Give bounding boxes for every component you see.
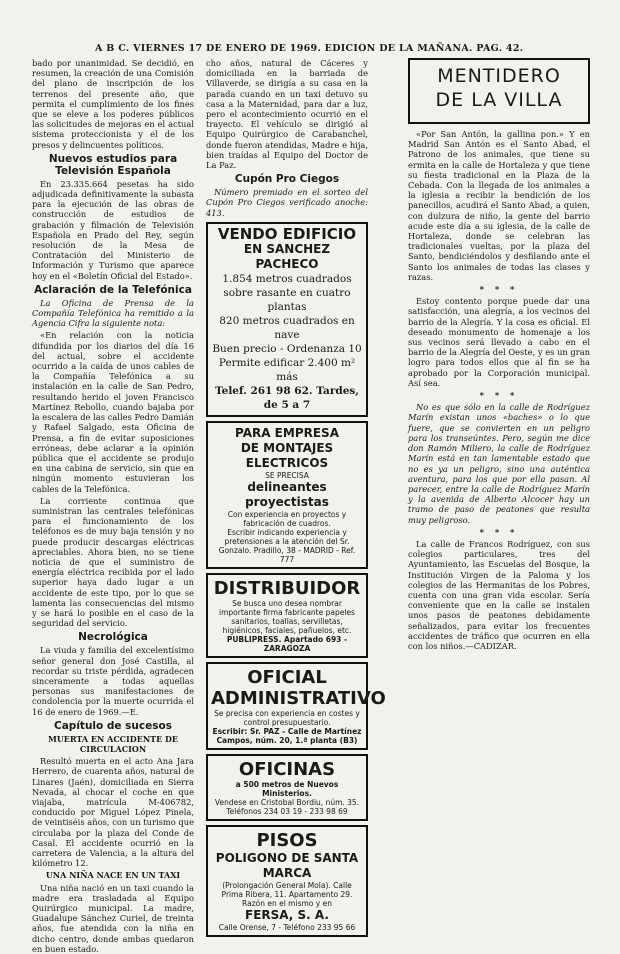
ad5-body: Vendese en Cristobal Bordiu, núm. 35. Teléfonos 234 03 19 - 233 98 69: [214, 797, 360, 816]
ad5-title: OFICINAS: [238, 758, 336, 780]
telefonica-sub: La Oficina de Prensa de la Compañía Telefónica ha remitido a la Agencia Cifra la siguiente nota:: [32, 297, 194, 329]
ad1-line-1: 1.854 metros cuadrados sobre rasante en cuatro plantas: [222, 272, 352, 313]
ad-oficinas: [206, 754, 368, 821]
ad-distribuidor: [206, 573, 368, 658]
ad-pisos: [206, 825, 368, 937]
ad-montajes-electricos: [206, 421, 368, 569]
intro-paragraph: bado por unanimidad. Se decidió, en resumen, la creación de una Comisión del plano de inscripción de los terrenos del presente año, que permita el cumplimiento de los fines que se eleve a los poderes públicos las solicitudes de mejoras en el actual sistema proteccionista y el de los presos y delincuentes políticos.: [32, 58, 194, 150]
ad-vendo-edificio: [206, 222, 368, 417]
sucesos-subhead: MUERTA EN ACCIDENTE DE CIRCULACION: [47, 733, 179, 754]
ad1-line-2: 820 metros cuadrados en nave: [219, 314, 355, 341]
ad1-line-5: Telef. 261 98 62. Tardes, de 5 a 7: [215, 384, 359, 411]
ad1-line-3: Buen precio - Ordenanza 10: [212, 342, 362, 355]
ad2-contact: Escribir indicando experiencia y pretensiones a la atención del Sr. Gonzalo. Pradillo, 38 - MADRID - Ref. 777: [218, 527, 356, 564]
ad1-line-4: Permite edificar 2.400 m² más: [218, 356, 356, 383]
ad2-title-3: delineantes proyectistas: [245, 479, 329, 509]
sucesos-headline: Capítulo de sucesos: [54, 719, 172, 732]
ad4-title-1: OFICIAL: [247, 666, 327, 688]
separator-stars-1: * * *: [479, 284, 519, 295]
ad2-body: Con experiencia en proyectos y fabricación de cuadros.: [227, 509, 347, 528]
col3-paragraph-3: No es que sólo en la calle de Rodríguez Marín existan unos «baches» o lo que fuere, que se convierten en un peligro para los transeúntes. Pero, según me dice don Ramón Miliero, la calle de Rodríguez Marín está en tan lamentable estado que no es ya un peligro, sino una auténtica aventura, para los que por ella pasan. Al parecer, entre la calle de Rodríguez Marín y la avenida de Alberto Alcocer hay un tramo de paso de peatones que resulta muy peligroso.: [408, 402, 590, 525]
telefonica-headline: Aclaración de la Telefónica: [34, 283, 192, 296]
col2-top-paragraph: cho años, natural de Cáceres y domiciliada en la barriada de Villaverde, se dirigía a su casa en la parada cuando en un taxi detuvo su casa a la Maternidad, para dar a luz, pero el acontecimiento ocurrió en el trayecto. El vehículo se dirigió al Equipo Quirúrgico de Carabanchel, donde fueron atendidas, Madre e hija, bien traídas al Equipo del Doctor de La Paz.: [206, 58, 368, 171]
ad4-title-2: ADMINISTRATIVO: [211, 687, 386, 709]
ad4-body: Se precisa con experiencia en costes y control presupuestario.: [214, 708, 360, 727]
ad1-title-2: EN SANCHEZ PACHECO: [243, 241, 331, 271]
ad3-title: DISTRIBUIDOR: [213, 577, 361, 599]
ad-oficial-administrativo: [206, 662, 386, 750]
column-2: [206, 58, 386, 932]
column-1: [32, 58, 194, 954]
ad2-title-2: DE MONTAJES ELECTRICOS: [240, 440, 334, 470]
ad6-sub: POLIGONO DE SANTA MARCA: [215, 850, 359, 880]
ciegos-headline: Cupón Pro Ciegos: [234, 173, 340, 186]
column-3: [408, 58, 590, 848]
tv-body: En 23.335.664 pesetas ha sido adjudicada definitivamente la subasta para la ejecución de las obras de construcción de estudios de grabación y filmación de Televisión Española en Prado del Rey, según resolución de la Mesa de Contratación del Ministerio de Información y Turismo que aparece hoy en el «Boletín Oficial del Estado».: [32, 178, 194, 281]
mentidero-title-1: MENTIDERO: [437, 65, 561, 87]
mentidero-title-2: DE LA VILLA: [435, 89, 563, 111]
ad6-body: (Prolongación General Mola). Calle Prima Ribera, 11. Apartamento 29. Razón en el mismo y en: [221, 880, 353, 908]
sucesos-body: Resultó muerta en el acto Ana Jara Herrero, de cuarenta años, natural de Linares (Jaén), domiciliada en Sierra Nevada, al chocar el coche en que viajaba, matrícula M-406782, conducido por Miguel López Pinela, de veintiséis años, con un turismo que circulaba por la plaza del Conde de Casal. El accidente ocurrió en la carretera de Valencia, a la altura del kilómetro 12.: [32, 756, 194, 869]
necrologica-body: La viuda y familia del excelentísimo señor general don José Castilla, al recordar su triste pérdida, agradecen sinceramente a todas aquellas personas sus manifestaciones de condolencia por la muerte ocurrida el 16 de enero de 1969.—E.: [32, 645, 194, 717]
col3-paragraph-4: La calle de Francos Rodríguez, con sus colegios particulares, tres del Ayuntamiento, las Escuelas del Bosque, la Institución Virgen de la Paloma y los colegios de las Hermanitas de los Pobres, cuenta con una gran vida escolar. Sería conveniente que en la calle se instalen unos pasos de peatones debidamente señalizados, para evitar los frecuentes accidentes de tráfico que ocurren en ella con los niños.—CADIZAR.: [408, 538, 590, 651]
page-header: A B C. VIERNES 17 DE ENERO DE 1969. EDICION DE LA MAÑANA. PAG. 42.: [95, 43, 524, 54]
ad4-contact: Escribir: Sr. PAZ - Calle de Martínez Campos, núm. 20, 1.ª planta (B3): [212, 726, 362, 745]
tv-headline: Nuevos estudios para Televisión Española: [48, 152, 178, 177]
ad1-title-1: VENDO EDIFICIO: [217, 224, 357, 243]
mentidero-masthead: [408, 58, 590, 124]
ad3-body: Se busca uno desea nombrar importante firma fabricante papeles sanitarios, toallas, servilletas, higiénicos, faciales, pañuelos, etc.: [219, 598, 355, 635]
nino-subhead: UNA NIÑA NACE EN UN TAXI: [45, 870, 181, 881]
ad2-sub: SE PRECISA: [265, 470, 309, 480]
separator-stars-2: * * *: [479, 390, 519, 401]
telefonica-body-2: La corriente continua que suministran las centrales telefónicas para el funcionamiento de los teléfonos es de muy baja tensión y no puede producir descargas eléctricas apreciables. Ahora bien, no se tiene noticia de que el suministro de energía eléctrica recibida por el lado superior haya dado lugar a un accidente de este tipo, por lo que se lamenta las consecuencias del mismo y se hará lo posible en el caso de la seguridad del servicio.: [32, 495, 194, 629]
telefonica-body-1: «En relación con la noticia difundida por los diarios del día 16 del actual, sobre el accidente ocurrido a la caída de unos cables de la Compañía Telefónica a su instalación en la calle de San Pedro, resultando herido el joven Francisco Martínez Rebollo, cuando bajaba por la escalera de las calles Pedro Damián y Rafael Salgado, esta Oficina de Prensa, a fin de evitar suposiciones erróneas, debe aclarar a la opinión pública que el accidente se produjo en una cabina de servicio, sin que en ningún momento estuvieran los cables de la Telefónica.: [32, 330, 194, 494]
col3-paragraph-1: «Por San Antón, la gallina pon.» Y en Madrid San Antón es el Santo Abad, el Patrono de los animales, que tiene su ermita en la calle de Hortaleza y que tiene su fiesta tradicional en la Plaza de la Cebada. Con la llegada de los animales a la iglesia a recibir la bendición de los panecillos, acudirá el Santo Abad, a quien, con dulzura de niño, la gente del barrio acude este día a su iglesia, de la calle de Hortaleza, donde se celebran las tradicionales vueltas, por la plaza del Santo, bendiciéndolos y desfilando ante el Santo los animales de todas las clases y razas.: [408, 129, 590, 282]
col3-paragraph-2: Estoy contento porque puede dar una satisfacción, una alegría, a los vecinos del barrio de la Alegría. Y la cosa es oficial. El deseado monumento de homenaje a los sus vecinos será llevado a cabo en el barrio de la Alegría del Oeste, y es un gran logro para todos ellos que al fin se ha aprobado por la Corporación municipal. Así sea.: [408, 296, 590, 388]
nino-body: Una niña nació en un taxi cuando la madre era trasladada al Equipo Quirúrgico municipal. La madre, Guadalupe Sánchez Curiel, de treinta años, fue atendida con la niña en dicho centro, donde ambas quedaron en buen estado.: [32, 882, 194, 954]
separator-stars-3: * * *: [479, 526, 519, 537]
ciegos-body: Número premiado en el sorteo del Cupón Pro Ciegos verificado anoche: 413.: [206, 187, 368, 218]
ad6-company: FERSA, S. A.: [245, 907, 329, 922]
ad6-contact: Calle Orense, 7 - Teléfono 233 95 66: [218, 922, 356, 932]
ad5-sub: a 500 metros de Nuevos Ministerios.: [235, 779, 339, 798]
ad3-contact: PUBLIPRESS. Apartado 693 - ZARAGOZA: [226, 634, 348, 653]
ad2-title-1: PARA EMPRESA: [235, 425, 339, 440]
necrologica-headline: Necrológica: [78, 631, 148, 644]
ad6-title: PISOS: [256, 829, 318, 851]
